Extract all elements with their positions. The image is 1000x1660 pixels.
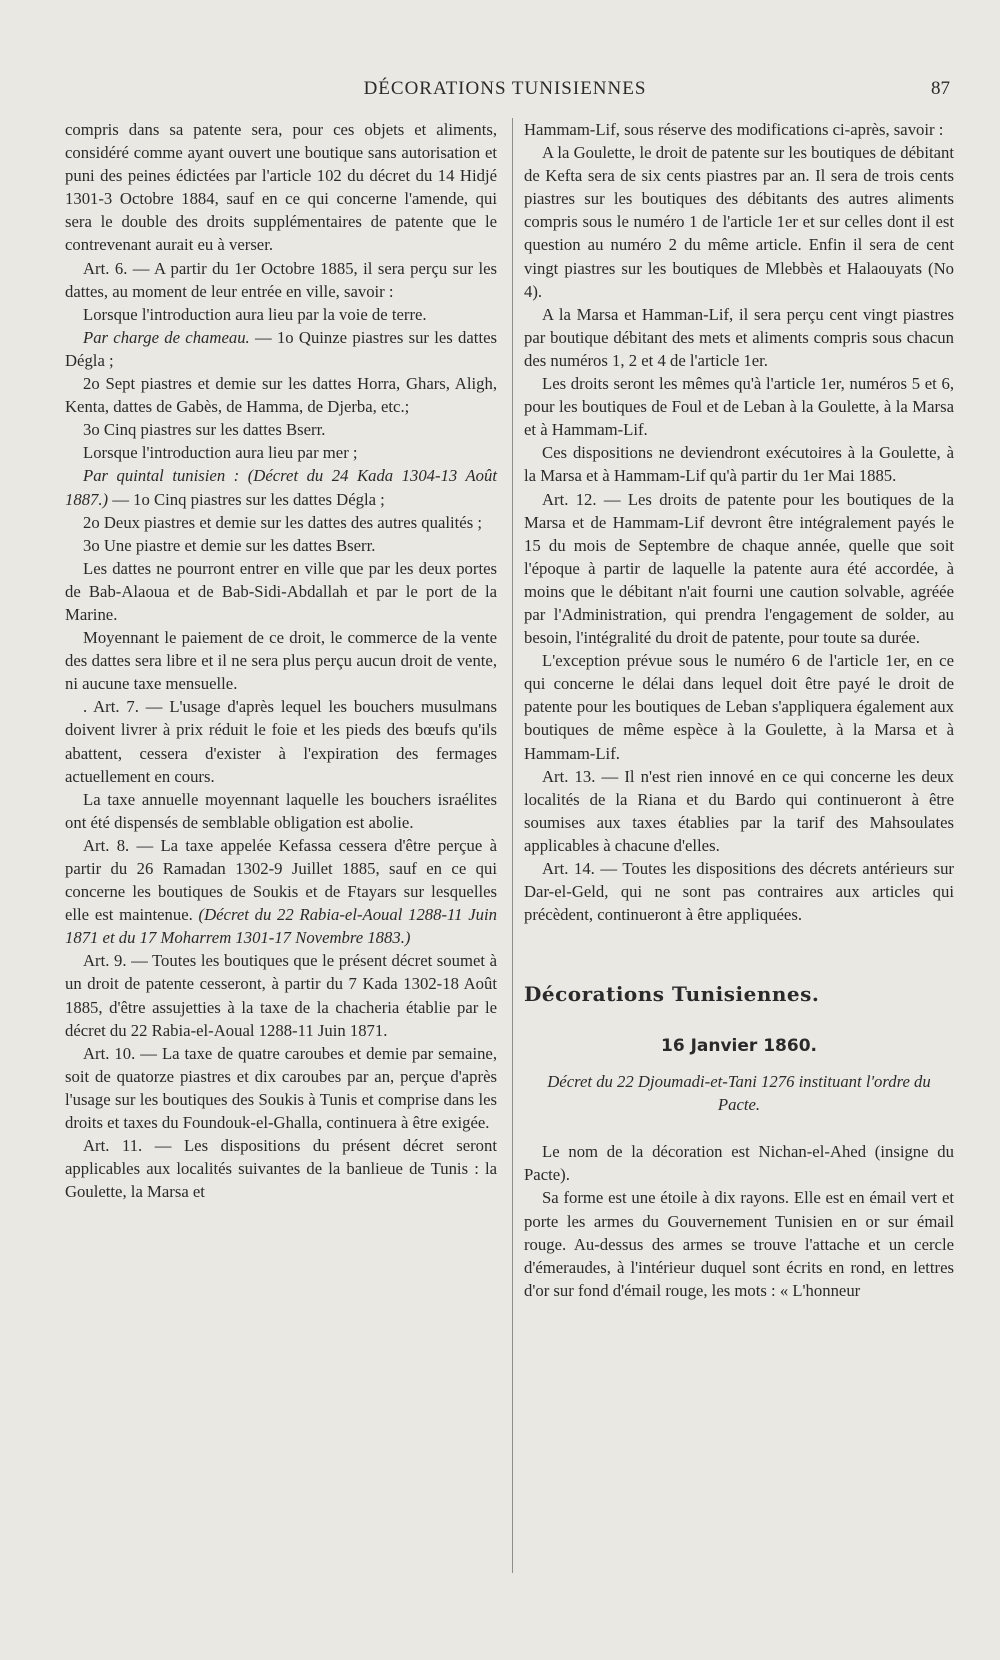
paragraph: compris dans sa patente sera, pour ces objets et aliments, considéré comme ayant ouvert une boutique sans autorisation et puni des peines édictées par l'article 102 du décret du 14 Hidjé 1301-3 Octobre 1884, sauf en ce qui concerne l'amende, qui sera le double des droits supplémentaires de patente que le contrevenant aurait eu à verser.	[65, 120, 497, 255]
paragraph: Art. 9. — Toutes les boutiques que le présent décret soumet à un droit de patente cesseront, à partir du 7 Kada 1302-18 Août 1885, d'être assujetties à la taxe de la chacheria établie par le décret du 22 Rabia-el-Aoual 1288-11 Juin 1871.	[65, 951, 497, 1040]
paragraph: A la Goulette, le droit de patente sur les boutiques de débitant de Kefta sera de six cents piastres par an. Il sera de trois cents piastres sur les boutiques des débitants des autres aliments compris sous le numéro 1 de l'article 1er et sur celles dont il est question au numéro 2 du même article. Enfin il sera de cent vingt piastres sur les boutiques de Mlebbès et Halaouyats (No 4).	[524, 143, 954, 301]
italic-phrase: Par quintal tunisien : (Décret du 24 Kada 1304-13 Août 1887.)	[65, 466, 497, 509]
paragraph-text: — 1o Cinq piastres sur les dattes Dégla ;	[108, 489, 385, 509]
page-header	[60, 78, 950, 106]
right-column	[524, 118, 954, 1302]
paragraph: Hammam-Lif, sous réserve des modifications ci-après, savoir :	[524, 120, 944, 139]
paragraph	[65, 464, 497, 510]
paragraph: Art. 11. — Les dispositions du présent décret seront applicables aux localités suivantes de la banlieue de Tunis : la Goulette, la Marsa et	[65, 1136, 497, 1202]
paragraph: Les droits seront les mêmes qu'à l'article 1er, numéros 5 et 6, pour les boutiques de Foul et de Leban à la Goulette, à la Marsa et à Hammam-Lif.	[524, 374, 954, 440]
paragraph: Le nom de la décoration est Nichan-el-Ahed (insigne du Pacte).	[524, 1142, 954, 1185]
column-divider	[512, 118, 513, 1573]
paragraph: Sa forme est une étoile à dix rayons. Elle est en émail vert et porte les armes du Gouvernement Tunisien en or sur émail rouge. Au-dessus des armes se trouve l'attache et un cercle d'émeraudes, à l'intérieur duquel sont écrits en rond, en lettres d'or sur fond d'émail rouge, les mots : « L'honneur	[524, 1188, 954, 1300]
paragraph: Les dattes ne pourront entrer en ville que par les deux portes de Bab-Alaoua et de Bab-Sidi-Abdallah et par le port de la Marine.	[65, 558, 497, 624]
paragraph: Art. 12. — Les droits de patente pour les boutiques de la Marsa et de Hammam-Lif devront être intégralement payés le 15 du mois de Septembre de chaque année, quelle que soit l'époque à partir de laquelle la patente aura été accordée, à moins que le débitant n'ait fourni une caution solvable, agréée par l'Administration, qui prendra l'engagement de solder, au besoin, l'intégralité du droit de patente, pour toute sa durée.	[524, 489, 954, 648]
paragraph: Lorsque l'introduction aura lieu par mer ;	[83, 443, 358, 463]
paragraph: 2o Deux piastres et demie sur les dattes des autres qualités ;	[83, 512, 483, 532]
paragraph: La taxe annuelle moyennant laquelle les bouchers israélites ont été dispensés de semblable obligation est abolie.	[65, 789, 497, 832]
paragraph	[65, 834, 497, 949]
italic-citation: (Décret du 22 Rabia-el-Aoual 1288-11 Juin 1871 et du 17 Moharrem 1301-17 Novembre 1883.)	[65, 905, 497, 948]
paragraph	[65, 326, 497, 372]
paragraph: Art. 6. — A partir du 1er Octobre 1885, il sera perçu sur les dattes, au moment de leur entrée en ville, savoir :	[65, 258, 497, 301]
paragraph: A la Marsa et Hamman-Lif, il sera perçu cent vingt piastres par boutique débitant des mets et aliments compris sous chacun des numéros 1, 2 et 4 de l'article 1er.	[524, 304, 954, 370]
page-number: 87	[931, 78, 950, 99]
decree-title: Décret du 22 Djoumadi-et-Tani 1276 instituant l'ordre du Pacte.	[547, 1072, 931, 1115]
paragraph: L'exception prévue sous le numéro 6 de l'article 1er, en ce qui concerne le délai dans lequel doit être payé le droit de patente pour les boutiques de Leban s'appliquera également aux boutiques de même espèce à la Goulette, à la Marsa et à Hammam-Lif.	[524, 651, 954, 763]
paragraph: Moyennant le paiement de ce droit, le commerce de la vente des dattes sera libre et il ne sera plus perçu aucun droit de vente, ni aucune taxe mensuelle.	[65, 628, 497, 694]
paragraph-text: Art. 8. — La taxe appelée Kefassa cessera d'être perçue à partir du 26 Ramadan 1302-9 Juillet 1885, sauf en ce qui concerne les boutiques de Soukis et de Ftayars sur lesquelles elle est maintenue.	[65, 835, 497, 925]
italic-phrase: Par charge de chameau.	[83, 327, 250, 347]
paragraph: Art. 13. — Il n'est rien innové en ce qui concerne les deux localités de la Riana et du Bardo qui continueront à être soumises aux taxes établies par la tarif des Mahsoulates applicables à chacune d'elles.	[524, 766, 954, 855]
paragraph: Lorsque l'introduction aura lieu par la voie de terre.	[83, 304, 427, 324]
paragraph: Art. 14. — Toutes les dispositions des décrets antérieurs sur Dar-el-Geld, qui ne sont pas contraires aux articles qui précèdent, continueront à être appliquées.	[524, 859, 954, 925]
paragraph: 3o Cinq piastres sur les dattes Bserr.	[83, 420, 326, 440]
section-heading: Décorations Tunisiennes.	[524, 982, 820, 1007]
paragraph: Ces dispositions ne deviendront exécutoires à la Goulette, à la Marsa et à Hammam-Lif qu'à partir du 1er Mai 1885.	[524, 443, 954, 486]
paragraph: Art. 10. — La taxe de quatre caroubes et demie par semaine, soit de quatorze piastres et dix caroubes par an, perçue d'après l'usage sur les boutiques des Soukis à Tunis et comprise dans les droits et taxes du Foundouk-el-Ghalla, continuera à être exigée.	[65, 1043, 497, 1133]
decree-date: 16 Janvier 1860.	[661, 1036, 817, 1057]
paragraph: . Art. 7. — L'usage d'après lequel les bouchers musulmans doivent livrer à prix réduit le foie et les pieds des bœufs qu'ils abattent, cessera d'exister à l'expiration des fermages actuellement en cours.	[65, 697, 497, 786]
paragraph: 2o Sept piastres et demie sur les dattes Horra, Ghars, Aligh, Kenta, dattes de Gabès, de Hamma, de Djerba, etc.;	[65, 374, 497, 417]
paragraph: 3o Une piastre et demie sur les dattes Bserr.	[83, 535, 376, 555]
paragraph-text: — 1o Quinze piastres sur les dattes Dégla ;	[65, 327, 497, 370]
left-column	[65, 118, 497, 1203]
running-title: DÉCORATIONS TUNISIENNES	[363, 78, 647, 99]
